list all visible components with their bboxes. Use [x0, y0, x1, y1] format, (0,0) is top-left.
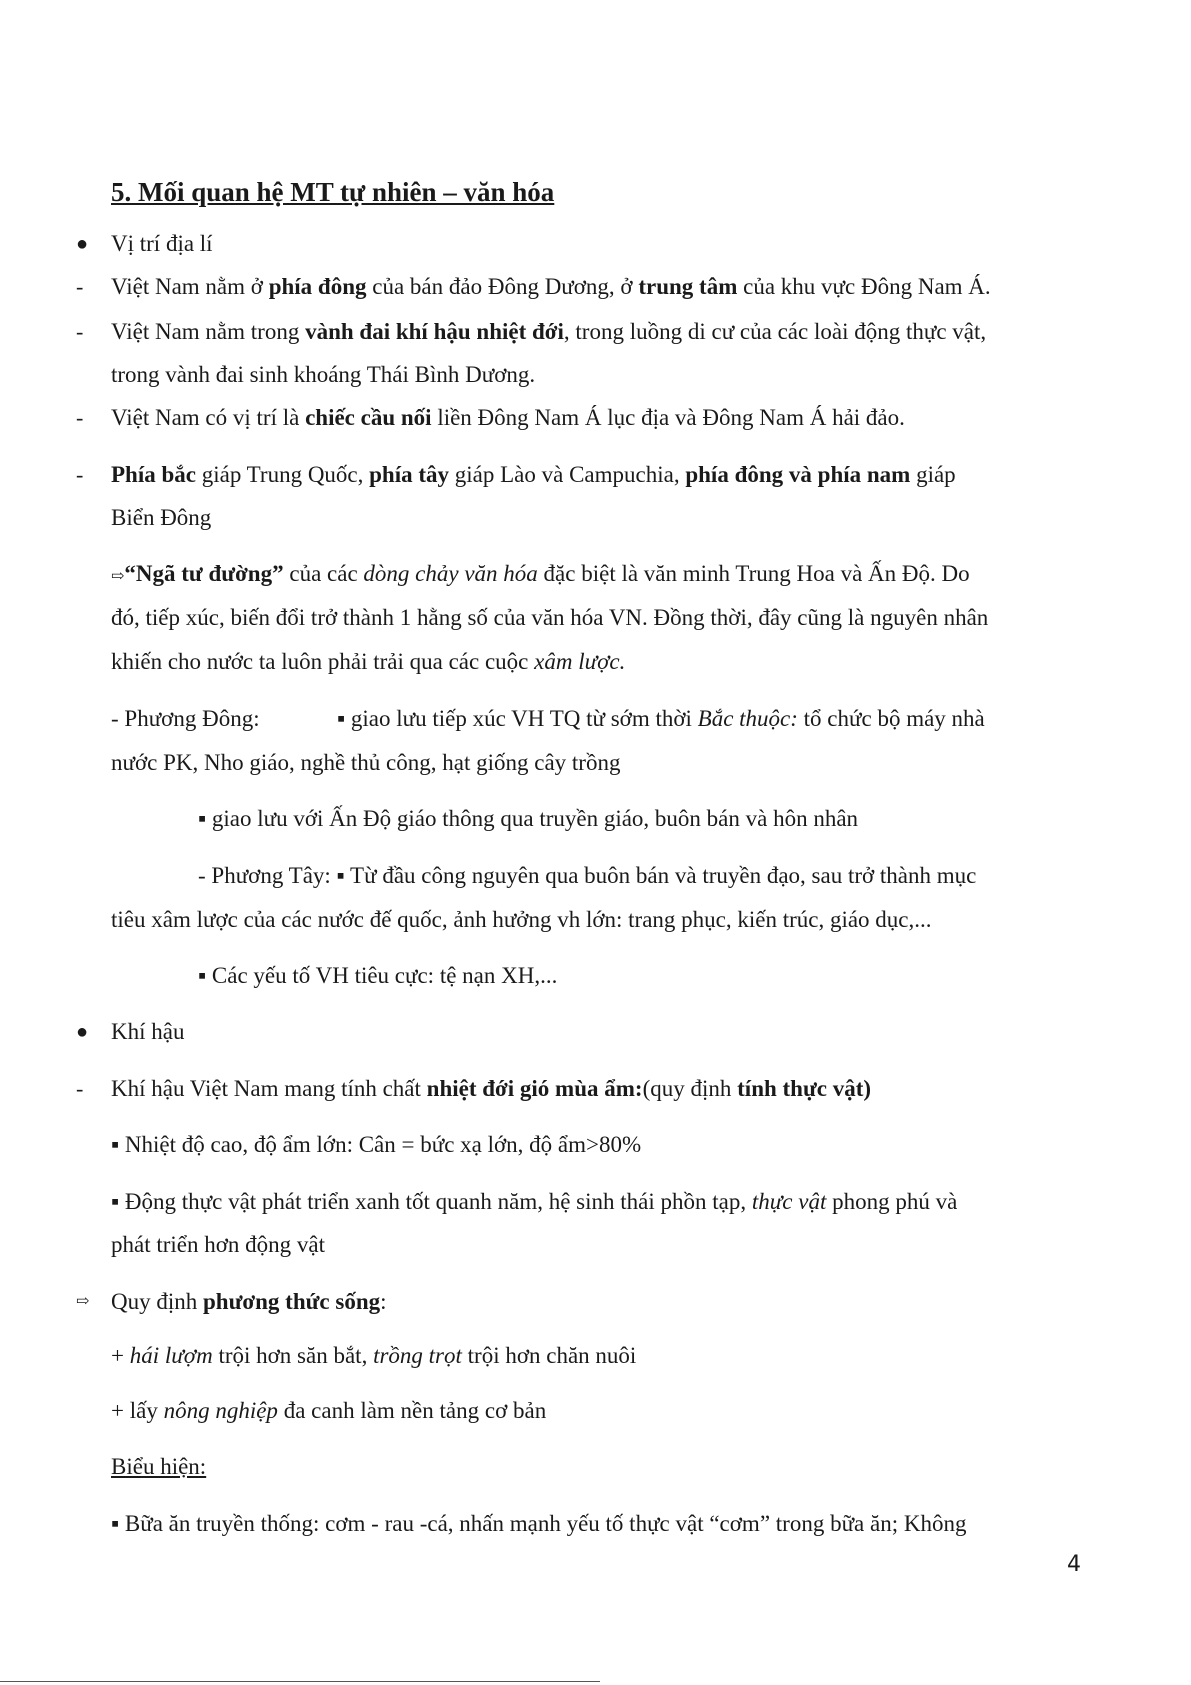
dash-marker: - [76, 462, 84, 487]
line-lifestyle: Quy định phương thức sống: [111, 1289, 387, 1314]
bullet-marker: ● [76, 1021, 89, 1043]
label-east: - Phương Đông: [111, 706, 260, 731]
heading-climate: Khí hậu [111, 1019, 185, 1044]
arrow-icon: ⇨ [111, 568, 125, 585]
para-crossroads-line1: ⇨“Ngã tư đường” của các dòng chảy văn hóa đặc biệt là văn minh Trung Hoa và Ấn Độ. Do [111, 561, 970, 586]
line-climate-belt: Việt Nam nằm trong vành đai khí hậu nhiệt đới, trong luồng di cư của các loài động thực vật, [111, 319, 987, 344]
line-flora-cont: phát triển hơn động vật [111, 1232, 326, 1257]
line-monsoon: Khí hậu Việt Nam mang tính chất nhiệt đới gió mùa ẩm:(quy định tính thực vật) [111, 1076, 872, 1101]
line-bridge: Việt Nam có vị trí là chiếc cầu nối liền Đông Nam Á lục địa và Đông Nam Á hải đảo. [111, 405, 905, 430]
line-east-position: Việt Nam nằm ở phía đông của bán đảo Đông Dương, ở trung tâm của khu vực Đông Nam Á. [111, 274, 991, 299]
line-negative-factors: ▪ Các yếu tố VH tiêu cực: tệ nạn XH,... [198, 963, 558, 988]
arrow-icon: ⇨ [76, 1293, 90, 1310]
line-temperature: ▪ Nhiệt độ cao, độ ẩm lớn: Cân = bức xạ lớn, độ ẩm>80% [111, 1132, 642, 1157]
line-borders: Phía bắc giáp Trung Quốc, phía tây giáp Lào và Campuchia, phía đông và phía nam giáp [111, 462, 956, 487]
bullet-marker: ● [76, 233, 89, 255]
line-west-exchange: - Phương Tây: ▪ Từ đầu công nguyên qua buôn bán và truyền đạo, sau trở thành mục [198, 863, 977, 888]
section-title: 5. Mối quan hệ MT tự nhiên – văn hóa [111, 177, 555, 207]
para-crossroads-line3: khiến cho nước ta luôn phải trải qua các cuộc xâm lược. [111, 649, 626, 674]
dash-marker: - [76, 274, 84, 299]
label-manifestation: Biểu hiện: [111, 1454, 207, 1479]
line-gathering: + hái lượm trội hơn săn bắt, trồng trọt trội hơn chăn nuôi [111, 1343, 637, 1368]
line-west-exchange-cont: tiêu xâm lược của các nước đế quốc, ảnh hưởng vh lớn: trang phục, kiến trúc, giáo dục,... [111, 907, 932, 932]
para-crossroads-line2: đó, tiếp xúc, biến đổi trở thành 1 hằng số của văn hóa VN. Đồng thời, đây cũng là nguyên nhân [111, 605, 989, 630]
line-india-exchange: ▪ giao lưu với Ấn Độ giáo thông qua truyền giáo, buôn bán và hôn nhân [198, 806, 859, 831]
page-number: 4 [1067, 1552, 1081, 1577]
line-traditional-meal: ▪ Bữa ăn truyền thống: cơm - rau -cá, nhấn mạnh yếu tố thực vật “cơm” trong bữa ăn; Không [111, 1511, 967, 1536]
line-east-exchange: ▪ giao lưu tiếp xúc VH TQ từ sớm thời Bắc thuộc: tổ chức bộ máy nhà [337, 706, 985, 731]
line-agriculture: + lấy nông nghiệp đa canh làm nền tảng cơ bản [111, 1398, 547, 1423]
line-east-sea: Biển Đông [111, 505, 212, 530]
footer-divider [0, 1681, 600, 1682]
line-mineral-belt: trong vành đai sinh khoáng Thái Bình Dương. [111, 362, 536, 387]
dash-marker: - [76, 405, 84, 430]
line-east-exchange-cont: nước PK, Nho giáo, nghề thủ công, hạt giống cây trồng [111, 750, 621, 775]
heading-location: Vị trí địa lí [111, 231, 213, 256]
line-flora: ▪ Động thực vật phát triển xanh tốt quanh năm, hệ sinh thái phồn tạp, thực vật phong phú và [111, 1189, 958, 1214]
dash-marker: - [76, 319, 84, 344]
dash-marker: - [76, 1076, 84, 1101]
